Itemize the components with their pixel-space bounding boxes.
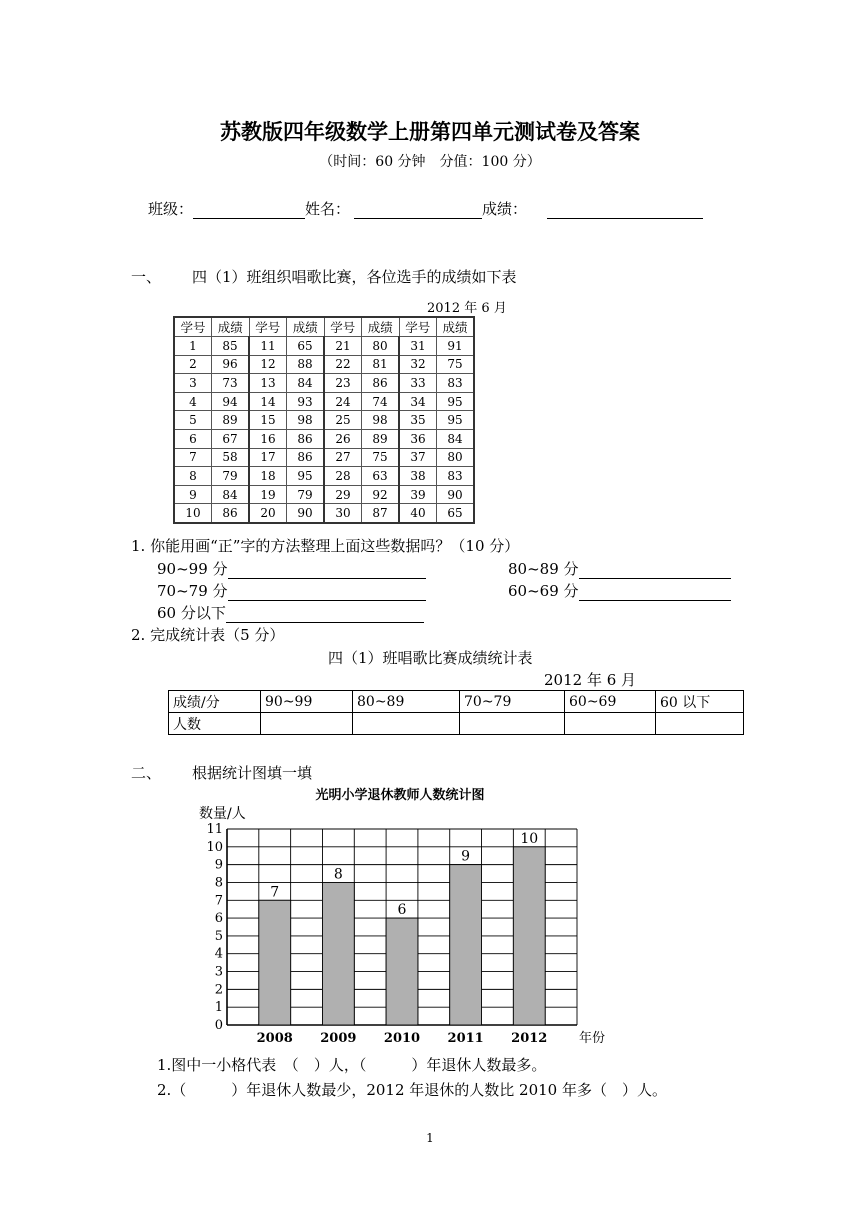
scores-header-cell: 成绩 [212, 317, 250, 337]
range-below-blank[interactable] [226, 606, 424, 623]
table-cell: 26 [324, 429, 362, 448]
bar-value-label: 10 [520, 830, 539, 847]
table-cell: 34 [399, 392, 437, 411]
class-label: 班级： [148, 200, 194, 218]
range-below-label: 60 分以下 [157, 604, 226, 622]
y-tick-label: 11 [206, 822, 223, 837]
stat-table [168, 690, 744, 735]
section2-number: 二、 [131, 764, 162, 782]
stat-table-title: 四（1）班唱歌比赛成绩统计表 [328, 649, 533, 667]
table-cell: 19 [249, 485, 287, 504]
table-cell: 3 [174, 374, 212, 393]
table-cell: 20 [249, 504, 287, 523]
table-cell: 98 [362, 411, 400, 430]
table-cell: 29 [324, 485, 362, 504]
table-cell: 89 [362, 429, 400, 448]
range-80-row [508, 558, 731, 579]
table-cell: 79 [287, 485, 325, 504]
scores-header-cell: 成绩 [362, 317, 400, 337]
y-tick-label: 9 [214, 857, 223, 873]
range-70-row [157, 580, 426, 601]
table-cell: 81 [362, 355, 400, 374]
y-tick-label: 5 [214, 928, 223, 944]
page-title: 苏教版四年级数学上册第四单元测试卷及答案 [220, 120, 640, 144]
table-cell: 22 [324, 355, 362, 374]
scores-header-cell: 学号 [174, 317, 212, 337]
chart-title: 光明小学退休教师人数统计图 [315, 788, 485, 803]
range-70-label: 70~79 分 [157, 582, 228, 600]
stat-input-cell[interactable] [261, 713, 353, 735]
table-cell: 14 [249, 392, 287, 411]
y-tick-label: 7 [214, 893, 223, 909]
score-label: 成绩： [482, 200, 528, 218]
section2-text: 根据统计图填一填 [192, 764, 313, 782]
table-cell: 86 [287, 448, 325, 467]
bar [259, 900, 291, 1025]
table-cell: 7 [174, 448, 212, 467]
table-cell: 83 [437, 374, 475, 393]
table-cell: 40 [399, 504, 437, 523]
scores-header-row [174, 317, 474, 337]
stat-header-cell: 成绩/分 [169, 691, 261, 713]
scores-header-cell: 成绩 [437, 317, 475, 337]
x-tick-label: 2008 [256, 1031, 293, 1046]
y-tick-label: 10 [206, 839, 223, 855]
table-cell: 16 [249, 429, 287, 448]
table-cell: 35 [399, 411, 437, 430]
table-cell: 25 [324, 411, 362, 430]
table-cell: 23 [324, 374, 362, 393]
table-cell: 27 [324, 448, 362, 467]
stat-row-label: 人数 [169, 713, 261, 735]
range-90-row [157, 558, 426, 579]
table-cell: 75 [437, 355, 475, 374]
scores-header-cell: 学号 [249, 317, 287, 337]
table-row [174, 467, 474, 486]
x-tick-label: 2009 [320, 1031, 357, 1046]
x-axis-label: 年份 [579, 1031, 605, 1046]
range-60-row [508, 580, 731, 601]
table-cell: 9 [174, 485, 212, 504]
table-cell: 86 [287, 429, 325, 448]
table-cell: 28 [324, 467, 362, 486]
table-cell: 8 [174, 467, 212, 486]
name-label: 姓名： [305, 200, 351, 218]
scores-header-cell: 学号 [399, 317, 437, 337]
table-cell: 17 [249, 448, 287, 467]
table-cell: 30 [324, 504, 362, 523]
range-60-label: 60~69 分 [508, 582, 579, 600]
table-row [174, 504, 474, 523]
table-cell: 83 [437, 467, 475, 486]
stat-header-cell: 60 以下 [656, 691, 744, 713]
x-tick-label: 2010 [383, 1031, 421, 1046]
table-cell: 10 [174, 504, 212, 523]
scores-table [173, 316, 475, 524]
table-cell: 6 [174, 429, 212, 448]
bar [322, 882, 354, 1025]
table-cell: 12 [249, 355, 287, 374]
range-90-label: 90~99 分 [157, 560, 228, 578]
table-cell: 80 [437, 448, 475, 467]
table-cell: 58 [212, 448, 250, 467]
table-cell: 89 [212, 411, 250, 430]
y-tick-label: 3 [214, 964, 223, 980]
section2-question-1: 1.图中一小格代表 （ ）人，（ ）年退休人数最多。 [157, 1056, 547, 1074]
range-70-blank[interactable] [228, 584, 426, 601]
bar [513, 847, 545, 1025]
name-blank[interactable] [354, 202, 482, 219]
score-blank[interactable] [547, 202, 703, 219]
table-cell: 2 [174, 355, 212, 374]
table-cell: 73 [212, 374, 250, 393]
bar-value-label: 6 [397, 902, 407, 919]
table-row [174, 392, 474, 411]
table-cell: 86 [212, 504, 250, 523]
table-cell: 36 [399, 429, 437, 448]
table-cell: 75 [362, 448, 400, 467]
x-tick-label: 2012 [511, 1031, 548, 1046]
y-axis-label: 数量/人 [199, 806, 246, 822]
table-cell: 91 [437, 337, 475, 356]
bar [450, 865, 482, 1025]
info-line [148, 198, 703, 219]
table-cell: 87 [362, 504, 400, 523]
bar-value-label: 9 [461, 848, 471, 865]
table-cell: 94 [212, 392, 250, 411]
stat-header-row [169, 691, 744, 713]
stat-header-cell: 70~79 [460, 691, 565, 713]
stat-input-cell[interactable] [460, 713, 565, 735]
table-cell: 95 [437, 392, 475, 411]
section2-question-2: 2.（ ）年退休人数最少，2012 年退休的人数比 2010 年多（ ）人。 [157, 1081, 667, 1099]
table-cell: 95 [437, 411, 475, 430]
bar-chart [195, 782, 605, 1048]
table-cell: 63 [362, 467, 400, 486]
table-cell: 65 [437, 504, 475, 523]
section1-number: 一、 [131, 268, 162, 286]
stat-header-cell: 80~89 [353, 691, 460, 713]
y-tick-label: 4 [214, 946, 223, 962]
table-cell: 33 [399, 374, 437, 393]
table-cell: 4 [174, 392, 212, 411]
table-cell: 90 [287, 504, 325, 523]
y-tick-label: 6 [214, 911, 223, 927]
range-60-blank[interactable] [579, 584, 731, 601]
y-tick-label: 8 [214, 875, 223, 891]
table-cell: 1 [174, 337, 212, 356]
table-cell: 93 [287, 392, 325, 411]
table-cell: 32 [399, 355, 437, 374]
stat-input-cell[interactable] [656, 713, 744, 735]
table-cell: 86 [362, 374, 400, 393]
bar-value-label: 8 [333, 866, 343, 883]
question-2: 2. 完成统计表（5 分） [131, 626, 285, 644]
table-cell: 5 [174, 411, 212, 430]
table-cell: 84 [437, 429, 475, 448]
table-cell: 24 [324, 392, 362, 411]
table-cell: 39 [399, 485, 437, 504]
bar [386, 918, 418, 1025]
table-row [174, 485, 474, 504]
stat-header-cell: 90~99 [261, 691, 353, 713]
table-cell: 79 [212, 467, 250, 486]
section1-text: 四（1）班组织唱歌比赛，各位选手的成绩如下表 [192, 268, 517, 286]
table-cell: 84 [212, 485, 250, 504]
table-cell: 95 [287, 467, 325, 486]
table-cell: 65 [287, 337, 325, 356]
table-cell: 92 [362, 485, 400, 504]
class-blank[interactable] [193, 202, 305, 219]
table-row [174, 411, 474, 430]
stat-input-cell[interactable] [565, 713, 656, 735]
range-90-blank[interactable] [228, 562, 426, 579]
table-cell: 80 [362, 337, 400, 356]
table-cell: 11 [249, 337, 287, 356]
table-cell: 37 [399, 448, 437, 467]
stat-count-row [169, 713, 744, 735]
table-cell: 84 [287, 374, 325, 393]
question-1: 1. 你能用画“正”字的方法整理上面这些数据吗？（10 分） [131, 537, 520, 555]
table-date: 2012 年 6 月 [427, 301, 507, 316]
table-cell: 18 [249, 467, 287, 486]
page-number: 1 [426, 1131, 434, 1145]
x-tick-label: 2011 [447, 1031, 484, 1046]
table-cell: 67 [212, 429, 250, 448]
stat-table-date: 2012 年 6 月 [544, 671, 637, 689]
stat-input-cell[interactable] [353, 713, 460, 735]
stat-header-cell: 60~69 [565, 691, 656, 713]
table-cell: 38 [399, 467, 437, 486]
page-subtitle: （时间：60 分钟 分值：100 分） [319, 154, 541, 170]
table-row [174, 355, 474, 374]
range-80-blank[interactable] [579, 562, 731, 579]
scores-header-cell: 成绩 [287, 317, 325, 337]
table-cell: 96 [212, 355, 250, 374]
table-row [174, 337, 474, 356]
y-tick-label: 2 [214, 982, 223, 998]
table-row [174, 374, 474, 393]
table-cell: 15 [249, 411, 287, 430]
range-80-label: 80~89 分 [508, 560, 579, 578]
y-tick-label: 1 [214, 1000, 223, 1016]
range-below-row [157, 602, 424, 623]
table-cell: 90 [437, 485, 475, 504]
bar-value-label: 7 [270, 884, 280, 901]
table-cell: 98 [287, 411, 325, 430]
scores-header-cell: 学号 [324, 317, 362, 337]
table-cell: 13 [249, 374, 287, 393]
table-row [174, 448, 474, 467]
table-row [174, 429, 474, 448]
table-cell: 31 [399, 337, 437, 356]
table-cell: 74 [362, 392, 400, 411]
table-cell: 21 [324, 337, 362, 356]
y-tick-label: 0 [214, 1018, 223, 1033]
table-cell: 88 [287, 355, 325, 374]
table-cell: 85 [212, 337, 250, 356]
